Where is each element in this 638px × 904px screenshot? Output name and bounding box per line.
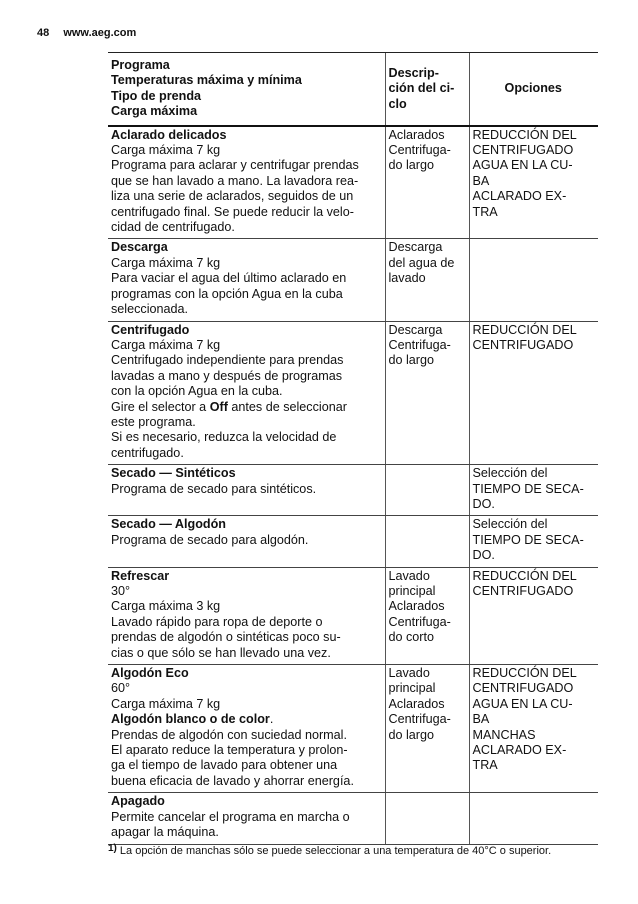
emphasis: Off (209, 399, 228, 414)
option-line: AGUA EN LA CU- (472, 696, 573, 711)
program-line: buena eficacia de lavado y ahorrar energía. (111, 773, 354, 788)
program-line: liza una serie de aclarados, seguidos de un (111, 189, 354, 204)
options-cell (469, 793, 598, 844)
program-line: este programa. (111, 414, 196, 429)
description-line: del agua de (388, 255, 455, 270)
header-line: Temperaturas máxima y mínima (111, 73, 302, 88)
program-line: Para vaciar el agua del último aclarado en (111, 271, 347, 286)
option-line: BA (472, 173, 490, 188)
program-line: Carga máxima 7 kg (111, 143, 221, 158)
options-cell (469, 516, 598, 567)
program-cell (108, 465, 385, 516)
description-line: Descarga (388, 322, 443, 337)
description-line: Lavado (388, 666, 430, 681)
option-line: REDUCCIÓN DEL (472, 127, 577, 142)
page-number: 48 (37, 27, 50, 39)
header-line: Tipo de prenda (111, 88, 202, 103)
description-line: lavado (388, 271, 426, 286)
option-line: REDUCCIÓN DEL (472, 666, 577, 681)
program-line: Carga máxima 7 kg (111, 337, 221, 352)
program-line: seleccionada. (111, 302, 189, 317)
option-line: ACLARADO EX- (472, 743, 567, 758)
program-cell (108, 516, 385, 567)
table-header-row (108, 53, 598, 126)
program-name: Secado — Sintéticos (111, 466, 236, 481)
description-line: Aclarados (388, 127, 445, 142)
program-line: 60° (111, 681, 131, 696)
program-line: Programa para aclarar y centrifugar prendas (111, 158, 359, 173)
description-cell (385, 567, 469, 664)
option-line: DO. (472, 496, 495, 511)
description-line: do corto (388, 630, 435, 645)
program-name: Descarga (111, 240, 168, 255)
option-line: CENTRIFUGADO (472, 337, 574, 352)
program-line: Programa de secado para sintéticos. (111, 481, 317, 496)
options-cell (469, 321, 598, 465)
program-line: con la opción Agua en la cuba. (111, 384, 283, 399)
description-line: Lavado (388, 568, 430, 583)
option-line: REDUCCIÓN DEL (472, 322, 577, 337)
program-name: Apagado (111, 794, 165, 809)
description-line: Aclarados (388, 599, 445, 614)
program-cell (108, 665, 385, 793)
table-row (108, 465, 598, 516)
option-line: AGUA EN LA CU- (472, 158, 573, 173)
program-cell (108, 126, 385, 239)
program-line: 30° (111, 584, 131, 598)
footnote (108, 843, 551, 857)
option-line: Selección del (472, 466, 548, 481)
description-line: Aclarados (388, 696, 445, 711)
description-line: Centrifuga- (388, 337, 451, 352)
table-row (108, 516, 598, 567)
description-line: do largo (388, 727, 435, 742)
program-line: Centrifugado independiente para prendas (111, 353, 344, 368)
program-line: programas con la opción Agua en la cuba (111, 286, 343, 301)
option-line: CENTRIFUGADO (472, 681, 574, 696)
program-cell (108, 567, 385, 664)
program-name: Algodón Eco (111, 666, 189, 681)
program-cell (108, 793, 385, 844)
header-line: clo (388, 96, 407, 111)
program-line: lavadas a mano y después de programas (111, 368, 343, 383)
header-line: Descrip- (388, 65, 439, 80)
description-line: principal (388, 584, 436, 598)
options-cell (469, 665, 598, 793)
program-name: Centrifugado (111, 322, 190, 337)
option-line: MANCHAS (472, 727, 536, 742)
table-row (108, 665, 598, 793)
description-cell (385, 239, 469, 321)
option-line: TIEMPO DE SECA- (472, 481, 584, 496)
description-line: Centrifuga- (388, 143, 451, 158)
description-line: principal (388, 681, 436, 696)
description-cell (385, 793, 469, 844)
program-line: Gire el selector a Off antes de seleccionar (111, 399, 347, 414)
description-cell (385, 465, 469, 516)
option-line: DO. (472, 548, 495, 563)
description-cell (385, 321, 469, 465)
program-cell (108, 239, 385, 321)
description-line: Descarga (388, 240, 443, 255)
description-cell (385, 126, 469, 239)
option-line: TRA (472, 204, 498, 219)
table-row (108, 126, 598, 239)
program-line: Si es necesario, reduzca la velocidad de (111, 430, 337, 445)
description-line: Centrifuga- (388, 712, 451, 727)
header-line: Programa (111, 58, 170, 72)
table-row (108, 793, 598, 844)
option-line: CENTRIFUGADO (472, 143, 574, 158)
options-cell (469, 239, 598, 321)
program-name: Refrescar (111, 568, 170, 583)
header-line: ción del ci- (388, 81, 455, 96)
program-line: apagar la máquina. (111, 825, 219, 840)
program-line: ga el tiempo de lavado para obtener una (111, 758, 338, 773)
program-line: cias o que sólo se han llevado una vez. (111, 645, 331, 660)
options-cell (469, 567, 598, 664)
option-line: TRA (472, 758, 498, 773)
option-line: CENTRIFUGADO (472, 584, 574, 598)
program-line: Lavado rápido para ropa de deporte o (111, 614, 323, 629)
options-cell (469, 126, 598, 239)
program-line: Prendas de algodón con suciedad normal. (111, 727, 347, 742)
programs-table (108, 52, 598, 845)
table-row (108, 321, 598, 465)
option-line: TIEMPO DE SECA- (472, 532, 584, 547)
header-line: Carga máxima (111, 104, 198, 119)
option-line: Selección del (472, 517, 548, 532)
footnote-text: La opción de manchas sólo se puede seleccionar a una temperatura de 40°C o superior. (119, 845, 552, 857)
program-line: prendas de algodón o sintéticas poco su- (111, 630, 341, 645)
emphasis: Algodón blanco o de color (111, 712, 270, 727)
program-line: Carga máxima 3 kg (111, 599, 221, 614)
option-line: ACLARADO EX- (472, 189, 567, 204)
program-line: El aparato reduce la temperatura y prolon- (111, 743, 348, 758)
header-descripcion (385, 53, 469, 126)
options-cell (469, 465, 598, 516)
program-line: Carga máxima 7 kg (111, 696, 221, 711)
program-cell (108, 321, 385, 465)
description-cell (385, 516, 469, 567)
program-line: Carga máxima 7 kg (111, 255, 221, 270)
page-header (37, 27, 136, 39)
header-opciones: Opciones (469, 53, 598, 126)
table-row (108, 239, 598, 321)
site-url: www.aeg.com (63, 27, 137, 39)
program-line: Algodón blanco o de color. (111, 712, 274, 727)
program-name: Aclarado delicados (111, 127, 227, 142)
program-line: centrifugado. (111, 445, 184, 460)
program-line: que se han lavado a mano. La lavadora rea- (111, 173, 359, 188)
description-line: Centrifuga- (388, 614, 451, 629)
program-line: Permite cancelar el programa en marcha o (111, 809, 350, 824)
program-line: cidad de centrifugado. (111, 220, 235, 235)
program-line: centrifugado final. Se puede reducir la velo- (111, 204, 354, 219)
program-line: Programa de secado para algodón. (111, 532, 309, 547)
footnote-mark: 1) (108, 843, 117, 854)
program-name: Secado — Algodón (111, 517, 226, 532)
description-line: do largo (388, 158, 435, 173)
table-row (108, 567, 598, 664)
option-line: REDUCCIÓN DEL (472, 568, 577, 583)
description-cell (385, 665, 469, 793)
option-line: BA (472, 712, 490, 727)
description-line: do largo (388, 353, 435, 368)
header-programa (108, 53, 385, 126)
